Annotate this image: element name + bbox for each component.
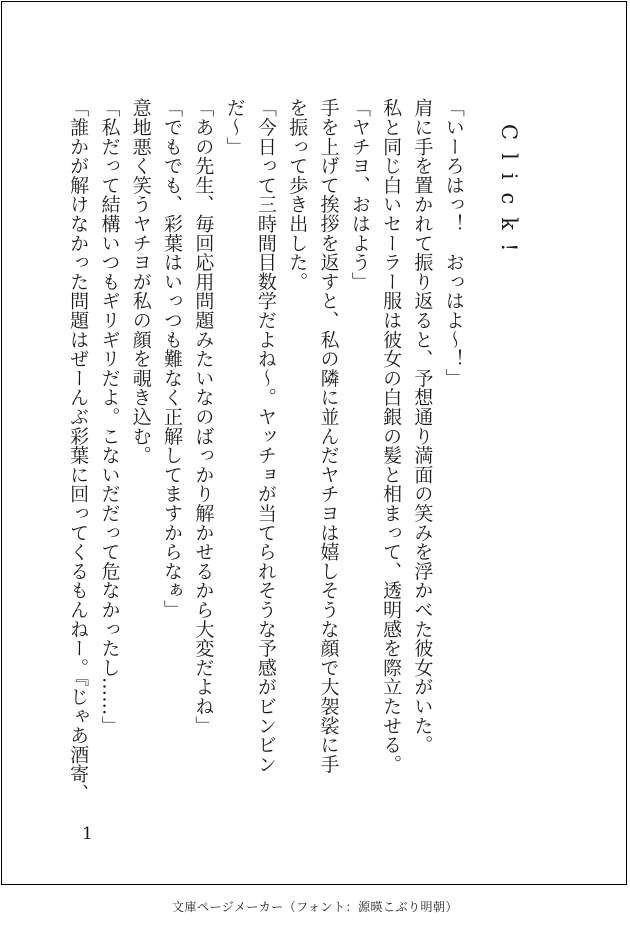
vertical-text-body bbox=[62, 98, 548, 803]
body-line: 意地悪く笑うヤチヨが私の顔を覗き込む。 bbox=[129, 98, 152, 465]
page-frame bbox=[1, 1, 627, 885]
body-line: 「私だって結構いつもギリギリだよ。こないだだって危なかったし……」 bbox=[98, 98, 121, 735]
page-number: 1 bbox=[82, 824, 93, 844]
body-line: 肩に手を置かれて振り返ると、予想通り満面の笑みを浮かべた彼女がいた。 bbox=[411, 98, 434, 755]
body-line: 「ヤチヨ、おはよう」 bbox=[348, 98, 371, 291]
body-line: 「いーろはっ！ おっはよ〜！」 bbox=[442, 98, 465, 388]
body-line: 「誰かが解けなかった問題はぜーんぶ彩葉に回ってくるもんねー。『じゃあ酒寄、 bbox=[67, 98, 90, 803]
body-line: 「今日って三時間目数学だよね〜。ヤッチョが当てられそうな予感がビンビン bbox=[254, 98, 277, 774]
body-line: 「あの先生、毎回応用問題みたいなのばっかり解かせるから大変だよね」 bbox=[192, 98, 215, 735]
body-line: を振って歩き出した。 bbox=[286, 98, 309, 291]
body-line: だ〜」 bbox=[223, 98, 246, 156]
story-title: Click! bbox=[497, 124, 521, 265]
footer-credit: 文庫ページメーカー（フォント：源暎こぶり明朝） bbox=[171, 900, 459, 914]
body-line: 私と同じ白いセーラー服は彼女の白銀の髪と相まって、透明感を際立たせる。 bbox=[380, 98, 403, 774]
body-line: 手を上げて挨拶を返すと、私の隣に並んだヤチヨは嬉しそうな顔で大袈裟に手 bbox=[317, 98, 340, 774]
body-line: 「でもでも、彩葉はいっつも難なく正解してますからなぁ」 bbox=[161, 98, 184, 620]
